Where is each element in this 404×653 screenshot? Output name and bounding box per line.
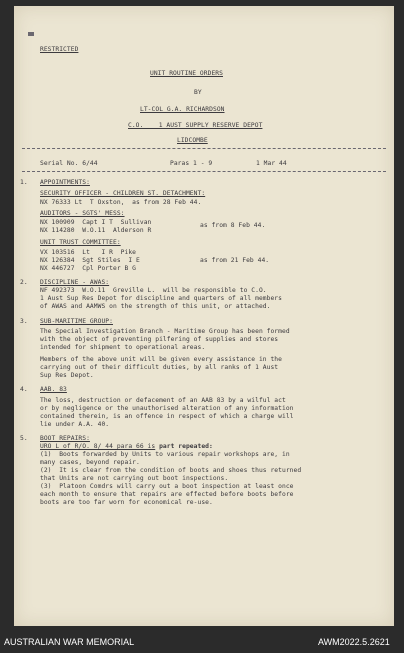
para-heading: SUB-MARITIME GROUP: <box>40 318 113 325</box>
classification-label: RESTRICTED <box>40 46 79 53</box>
effective-date: as from 8 Feb 44. <box>200 222 266 229</box>
body-line: lie under A.A. 40. <box>40 421 110 428</box>
body-line: (1) Boots forwarded by Units to various repair workshops are, in <box>40 451 290 458</box>
body-line: contained therein, is an offence in respect of which a charge will <box>40 413 294 420</box>
appointment-line: VX 103516 Lt I R Pike <box>40 249 137 256</box>
para-heading: AAB. 83 <box>40 386 67 393</box>
body-line: or by negligence or the unauthorised alteration of any information <box>40 405 294 412</box>
body-line: (2) It is clear from the condition of boots and shoes thus returned <box>40 467 302 474</box>
body-line: each month to ensure that repairs are effected before boots before <box>40 491 294 498</box>
para-number: 1. <box>20 179 28 186</box>
body-line: The loss, destruction or defacement of an AAB 83 by a wilful act <box>40 397 286 404</box>
repeat-reference: URO L of R/O. 8/ 44 para 66 is <box>40 443 156 450</box>
staple-mark <box>28 32 34 36</box>
header-rule <box>22 148 386 149</box>
body-line: Sup Res Depot. <box>40 372 94 379</box>
serial-number: Serial No. 6/44 <box>40 160 98 167</box>
appointment-line: NX 126384 Sgt Stiles I E <box>40 257 140 264</box>
archive-name: AUSTRALIAN WAR MEMORIAL <box>4 637 135 647</box>
appointment-line: NX 114280 W.O.11 Alderson R <box>40 227 152 234</box>
body-line <box>40 443 213 451</box>
appointment-line: NX 446727 Cpl Porter B G <box>40 265 137 272</box>
issue-date: 1 Mar 44 <box>256 160 287 167</box>
repeat-notice: part repeated: <box>155 443 213 450</box>
accession-number: AWM2022.5.2621 <box>318 637 390 647</box>
body-line: NF 492373 W.O.11 Greville L. will be responsible to C.O. <box>40 287 267 294</box>
body-line: many cases, beyond repair. <box>40 459 140 466</box>
document-title: UNIT ROUTINE ORDERS <box>150 70 223 77</box>
body-line: boots are too far worn for economical re-use. <box>40 499 213 506</box>
para-number: 5. <box>20 435 28 442</box>
by-line: BY <box>194 89 202 96</box>
body-line: intended for shipment to operational areas. <box>40 344 206 351</box>
appointment-line: NX 76333 Lt T Oxston, as from 28 Feb 44. <box>40 199 202 206</box>
body-line: 1 Aust Sup Res Depot for discipline and quarters of all members <box>40 295 282 302</box>
document-page <box>14 6 394 626</box>
subheading: AUDITORS - SGTS' MESS: <box>40 210 125 217</box>
archive-footer <box>0 626 404 653</box>
para-number: 2. <box>20 279 28 286</box>
unit-name: C.O. 1 AUST SUPPLY RESERVE DEPOT <box>128 122 263 129</box>
location: LIDCOMBE <box>177 137 208 144</box>
para-heading: APPOINTMENTS: <box>40 179 90 186</box>
body-line: of AWAS and AAMWS on the strength of this unit, or attached. <box>40 303 271 310</box>
body-line: The Special Investigation Branch - Maritime Group has been formed <box>40 328 290 335</box>
serial-rule <box>22 171 386 172</box>
para-heading: DISCIPLINE - AWAS: <box>40 279 110 286</box>
body-line: Members of the above unit will be given every assistance in the <box>40 356 282 363</box>
subheading: SECURITY OFFICER - CHILDREN ST. DETACHMENT: <box>40 190 206 197</box>
issuing-officer: LT-COL G.A. RICHARDSON <box>140 106 225 113</box>
body-line: that Units are not carrying out boot inspections. <box>40 475 229 482</box>
effective-date: as from 21 Feb 44. <box>200 257 270 264</box>
body-line: with the object of preventing pilfering of supplies and stores <box>40 336 279 343</box>
paras-range: Paras 1 - 9 <box>170 160 213 167</box>
subheading: UNIT TRUST COMMITTEE: <box>40 239 121 246</box>
para-number: 3. <box>20 318 28 325</box>
body-line: (3) Platoon Comdrs will carry out a boot inspection at least once <box>40 483 294 490</box>
para-heading: BOOT REPAIRS: <box>40 435 90 442</box>
body-line: carrying out of their difficult duties, by all ranks of 1 Aust <box>40 364 279 371</box>
para-number: 4. <box>20 386 28 393</box>
appointment-line: NX 100909 Capt I T Sullivan <box>40 219 152 226</box>
